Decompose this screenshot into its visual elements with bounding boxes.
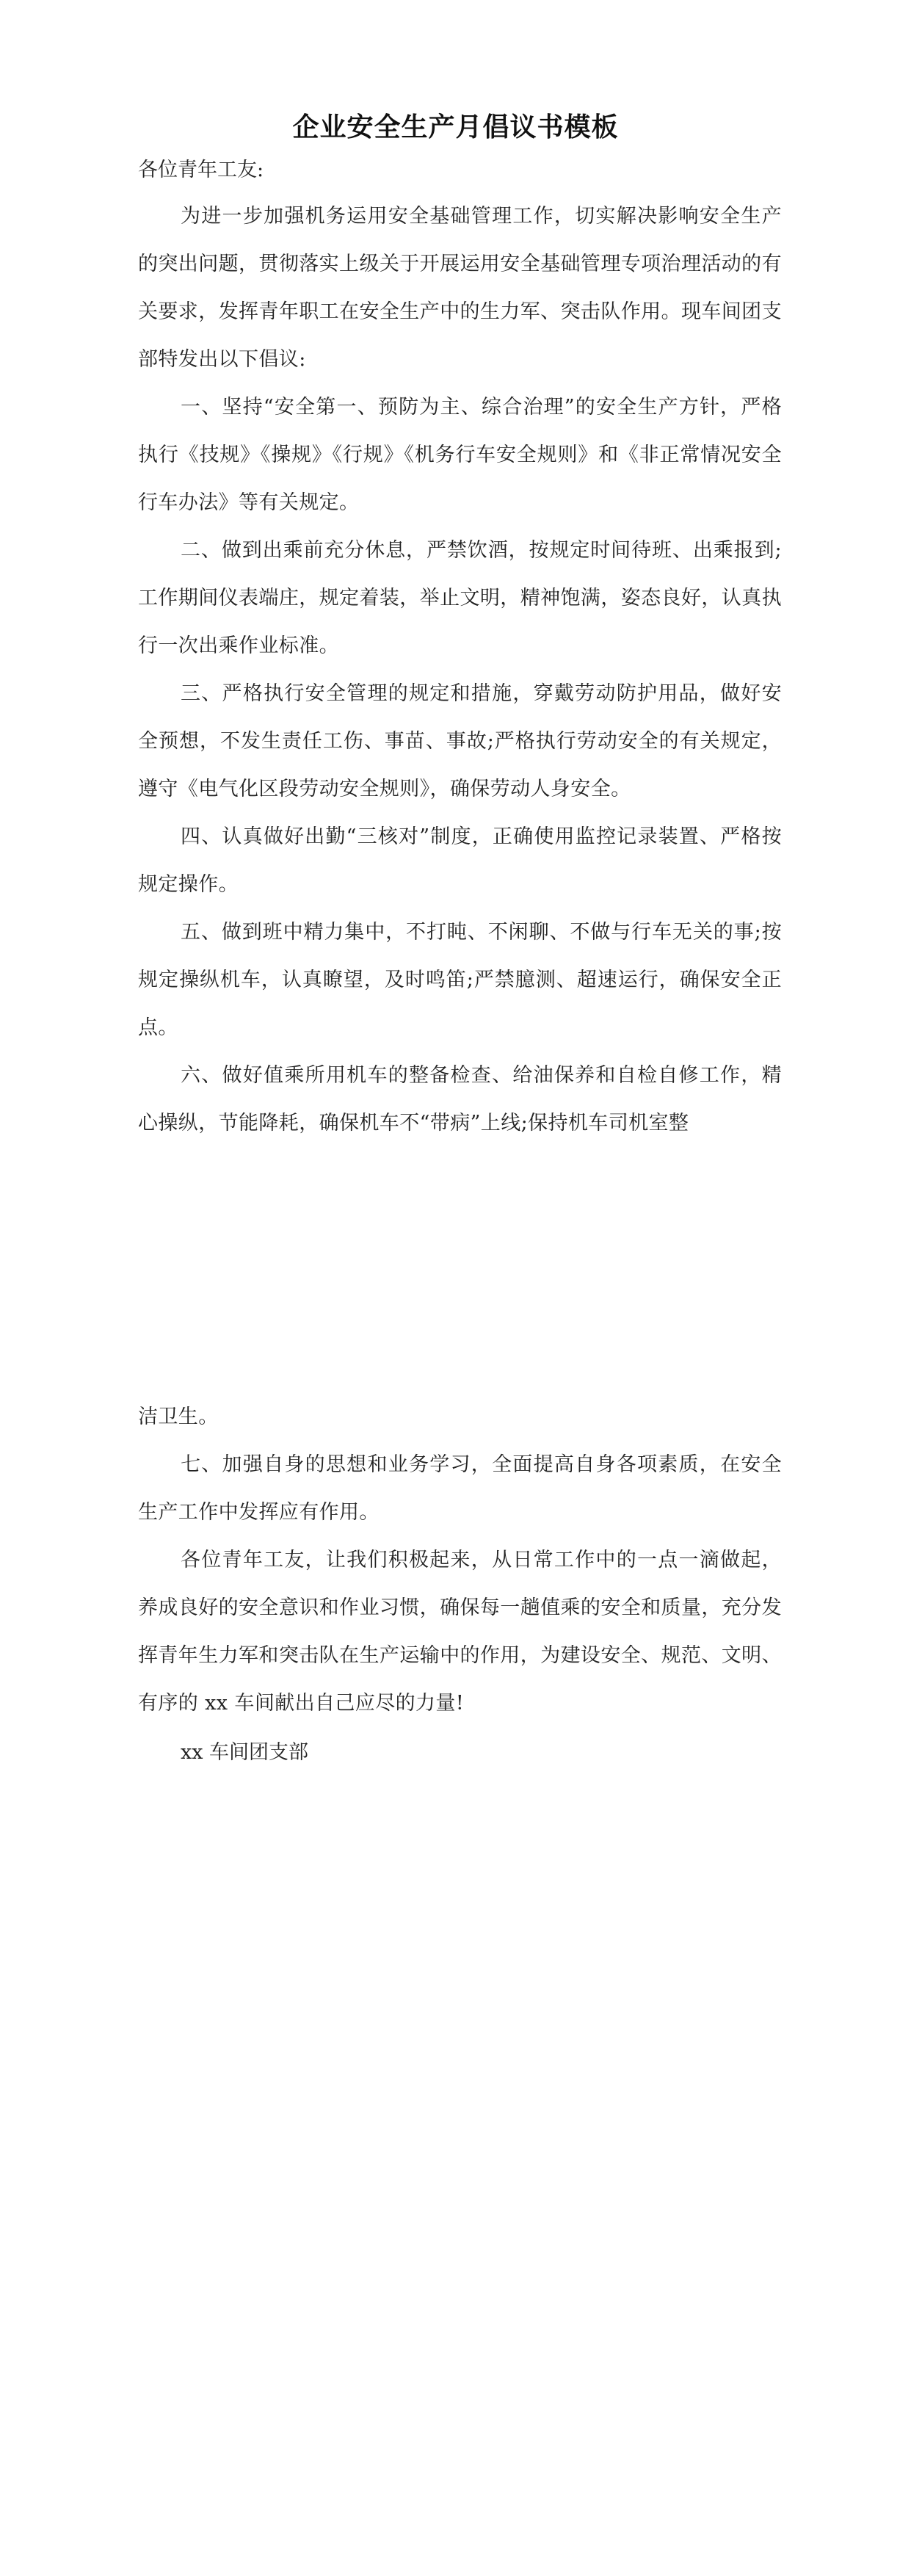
paragraph-item-1: 一、坚持“安全第一、预防为主、综合治理”的安全生产方针，严格执行《技规》《操规》《行规》《机务行车安全规则》和《非正常情况安全行车办法》等有关规定。 [138, 396, 782, 514]
body-section-2 [138, 1393, 782, 1727]
paragraph-item-3: 三、严格执行安全管理的规定和措施，穿戴劳动防护用品，做好安全预想，不发生责任工伤、事苗、事故;严格执行劳动安全的有关规定，遵守《电气化区段劳动安全规则》，确保劳动人身安全。 [138, 682, 782, 800]
paragraph-intro: 为进一步加强机务运用安全基础管理工作，切实解决影响安全生产的突出问题，贯彻落实上级关于开展运用安全基础管理专项治理活动的有关要求，发挥青年职工在安全生产中的生力军、突击队作用。现车间团支部特发出以下倡议: [138, 205, 782, 371]
paragraph-closing: 各位青年工友，让我们积极起来，从日常工作中的一点一滴做起，养成良好的安全意识和作业习惯，确保每一趟值乘的安全和质量，充分发挥青年生力军和突击队在生产运输中的作用，为建设安全、规范、文明、有序的 xx 车间献出自己应尽的力量! [138, 1549, 782, 1715]
paragraph-item-5: 五、做到班中精力集中，不打盹、不闲聊、不做与行车无关的事;按规定操纵机车，认真瞭望，及时鸣笛;严禁臆测、超速运行，确保安全正点。 [138, 921, 782, 1039]
signature: xx 车间团支部 [181, 1741, 309, 1764]
paragraph-item-2: 二、做到出乘前充分休息，严禁饮酒，按规定时间待班、出乘报到;工作期间仪表端庄，规定着装，举止文明，精神饱满，姿态良好，认真执行一次出乘作业标准。 [138, 539, 782, 657]
paragraph-item-6: 六、做好值乘所用机车的整备检查、给油保养和自检自修工作，精心操纵，节能降耗，确保机车不“带病”上线;保持机车司机室整 [138, 1064, 782, 1135]
body-section-1 [138, 192, 782, 1147]
document-title: 企业安全生产月倡议书模板 [292, 112, 619, 142]
paragraph-item-6-continuation: 洁卫生。 [138, 1405, 219, 1428]
paragraph-item-7: 七、加强自身的思想和业务学习，全面提高自身各项素质，在安全生产工作中发挥应有作用。 [138, 1453, 782, 1524]
paragraph-item-4: 四、认真做好出勤“三核对”制度，正确使用监控记录装置、严格按规定操作。 [138, 825, 782, 896]
salutation: 各位青年工友: [138, 159, 264, 181]
